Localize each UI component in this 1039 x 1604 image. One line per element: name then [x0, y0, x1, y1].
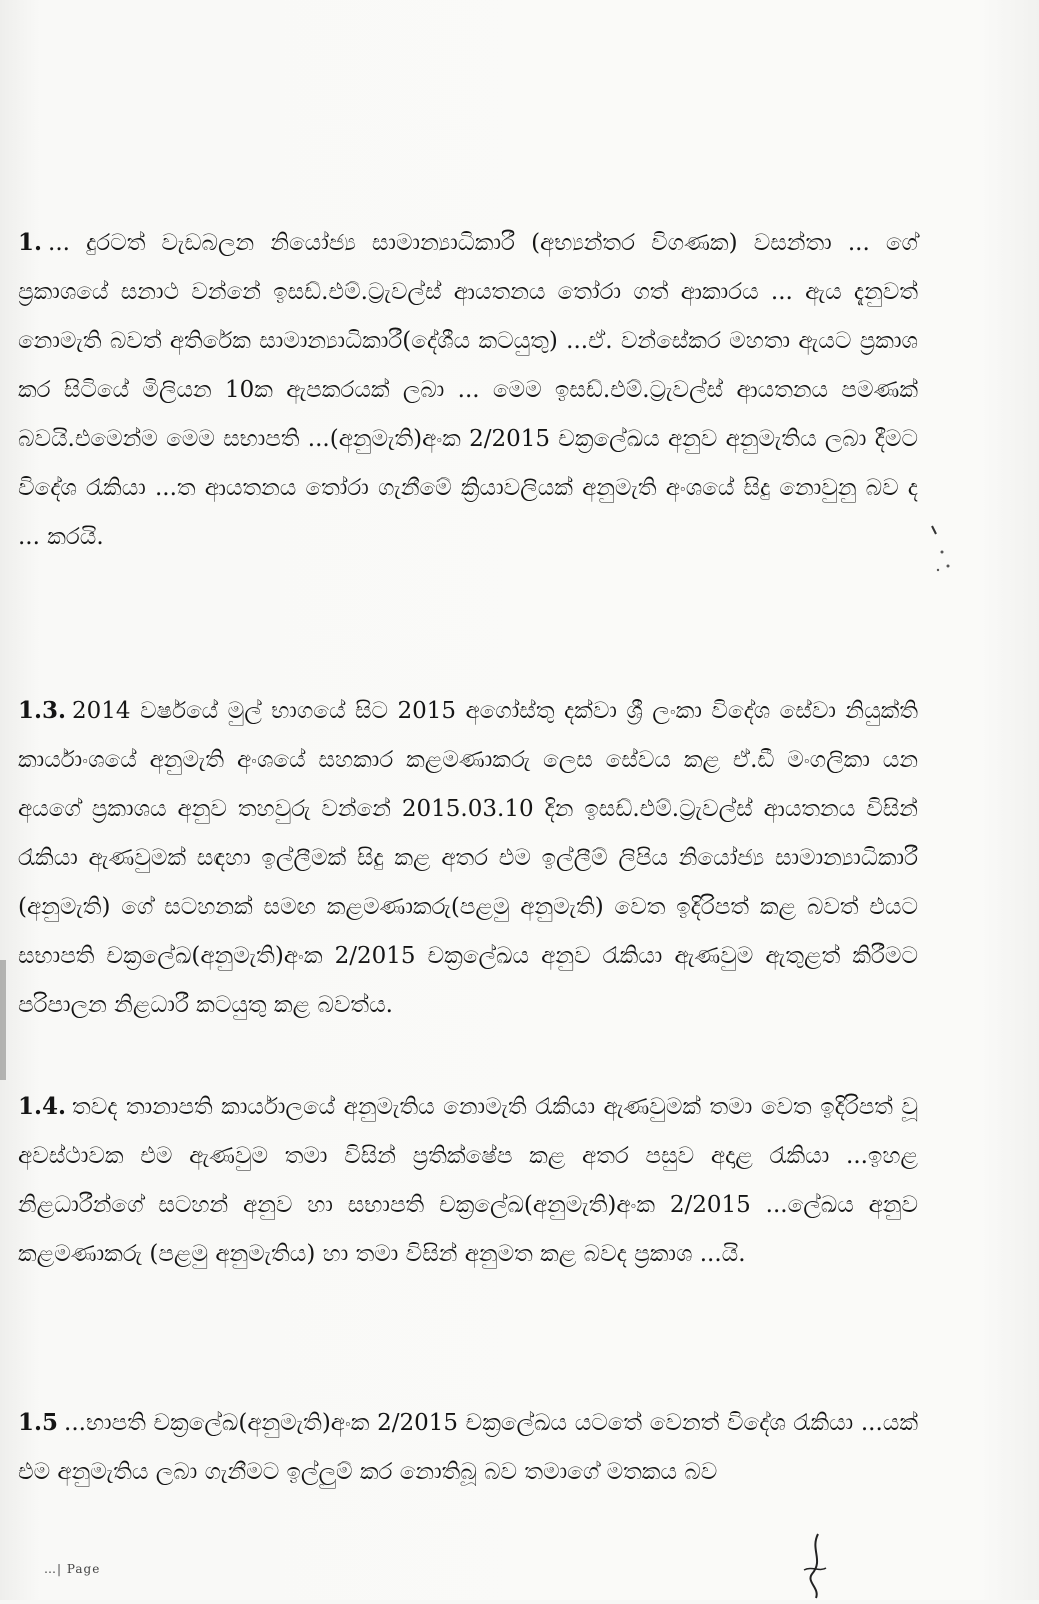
signature-mark [790, 1530, 840, 1600]
paragraph-number: 1.4. [18, 1093, 67, 1120]
paragraph-number: 1.5 [18, 1409, 59, 1436]
page-footer: …| Page [44, 1562, 101, 1576]
paragraph-text: ...භාපති චක්‍රලේඛ(අනුමැති)අංක 2/2015 චක්‍රලේඛය යටතේ වෙනත් විදේශ රැකියා ...යක් එම අනුමැතිය ලබා ගැනීමට ඉල්ලුම් කර නොතිබූ බව තමාගේ මතකය බව [18, 1410, 918, 1485]
paragraph-1-5 [18, 1398, 918, 1497]
paragraph-number: 1.3. [18, 697, 67, 724]
margin-mark [928, 522, 958, 582]
paragraph-text: 2014 වර්ෂයේ මුල් භාගයේ සිට 2015 අගෝස්තු දක්වා ශ්‍රී ලංකා විදේශ සේවා නියුක්ති කාර්යාංශයේ අනුමැති අංශයේ සහකාර කළමණාකරු ලෙස සේවය කළ ඒ.ඩී මංගලිකා යන අයගේ ප්‍රකාශය අනුව තහවුරු වන්නේ 2015.03.10 දින ඉසඩ්.එම්.ට්‍රැවල්ස් ආයතනය විසින් රැකියා ඇණවුමක් සඳහා ඉල්ලීමක් සිදු කළ අතර එම ඉල්ලීම් ලිපිය නියෝජ්‍ය සාමාන්‍යාධිකාරී (අනුමැති) ගේ සටහනක් සමඟ කළමණාකරු(පළමු අනුමැති) වෙත ඉදිරිපත් කළ බවත් එයට සභාපති චක්‍රලේඛ(අනුමැති)අංක 2/2015 චක්‍රලේඛය අනුව රැකියා ඇණවුම ඇතුළත් කිරීමට පරිපාලන නිළධාරී කටයුතු කළ බවත්ය. [18, 698, 918, 1018]
paragraph-number: 1. [18, 229, 43, 256]
paragraph-1 [18, 218, 918, 562]
binding-shadow [0, 960, 6, 1080]
paragraph-1-4 [18, 1082, 918, 1279]
paragraph-text: ... දුරටත් වැඩබලන නියෝජ්‍ය සාමාන්‍යාධිකාරී (අභ්‍යන්තර විගණක) වසන්තා ... ගේ ප්‍රකාශයේ සනාථ වන්නේ ඉසඩ්.එම්.ට්‍රැවල්ස් ආයතනය තෝරා ගත් ආකාරය ... ඇය දැනුවත් නොමැති බවත් අතිරේක සාමාන්‍යාධිකාරී(දේශීය කටයුතු) ...ඒ. වන්සේකර මහතා ඇයට ප්‍රකාශ කර සිටියේ මිලියන 10ක ඇපකරයක් ලබා ... මෙම ඉසඩ්.එම්.ට්‍රැවල්ස් ආයතනය පමණක් බවයි.එමෙන්ම මෙම සභාපති ...(අනුමැති)අංක 2/2015 චක්‍රලේඛය අනුව අනුමැතිය ලබා දීමට විදේශ රැකියා ...ත ආයතනය තෝරා ගැනීමේ ක්‍රියාවලියක් අනුමැති අංශයේ සිදු නොවුනු බව ද ... කරයි. [18, 230, 918, 550]
paragraph-text: තවද තානාපති කාර්යාලයේ අනුමැතිය නොමැති රැකියා ඇණවුමක් තමා වෙත ඉදිරිපත් වූ අවස්ථාවක එම ඇණවුම තමා විසින් ප්‍රතික්ෂේප කළ අතර පසුව අදාළ රැකියා ...ඉහළ නිළධාරීන්ගේ සටහන් අනුව හා සභාපති චක්‍රලේඛ(අනුමැති)අංක 2/2015 ...ලේඛය අනුව කළමණාකරු (පළමු අනුමැතිය) හා තමා විසින් අනුමත කළ බවද ප්‍රකාශ ...යි. [18, 1094, 918, 1267]
paragraph-1-3 [18, 686, 918, 1030]
